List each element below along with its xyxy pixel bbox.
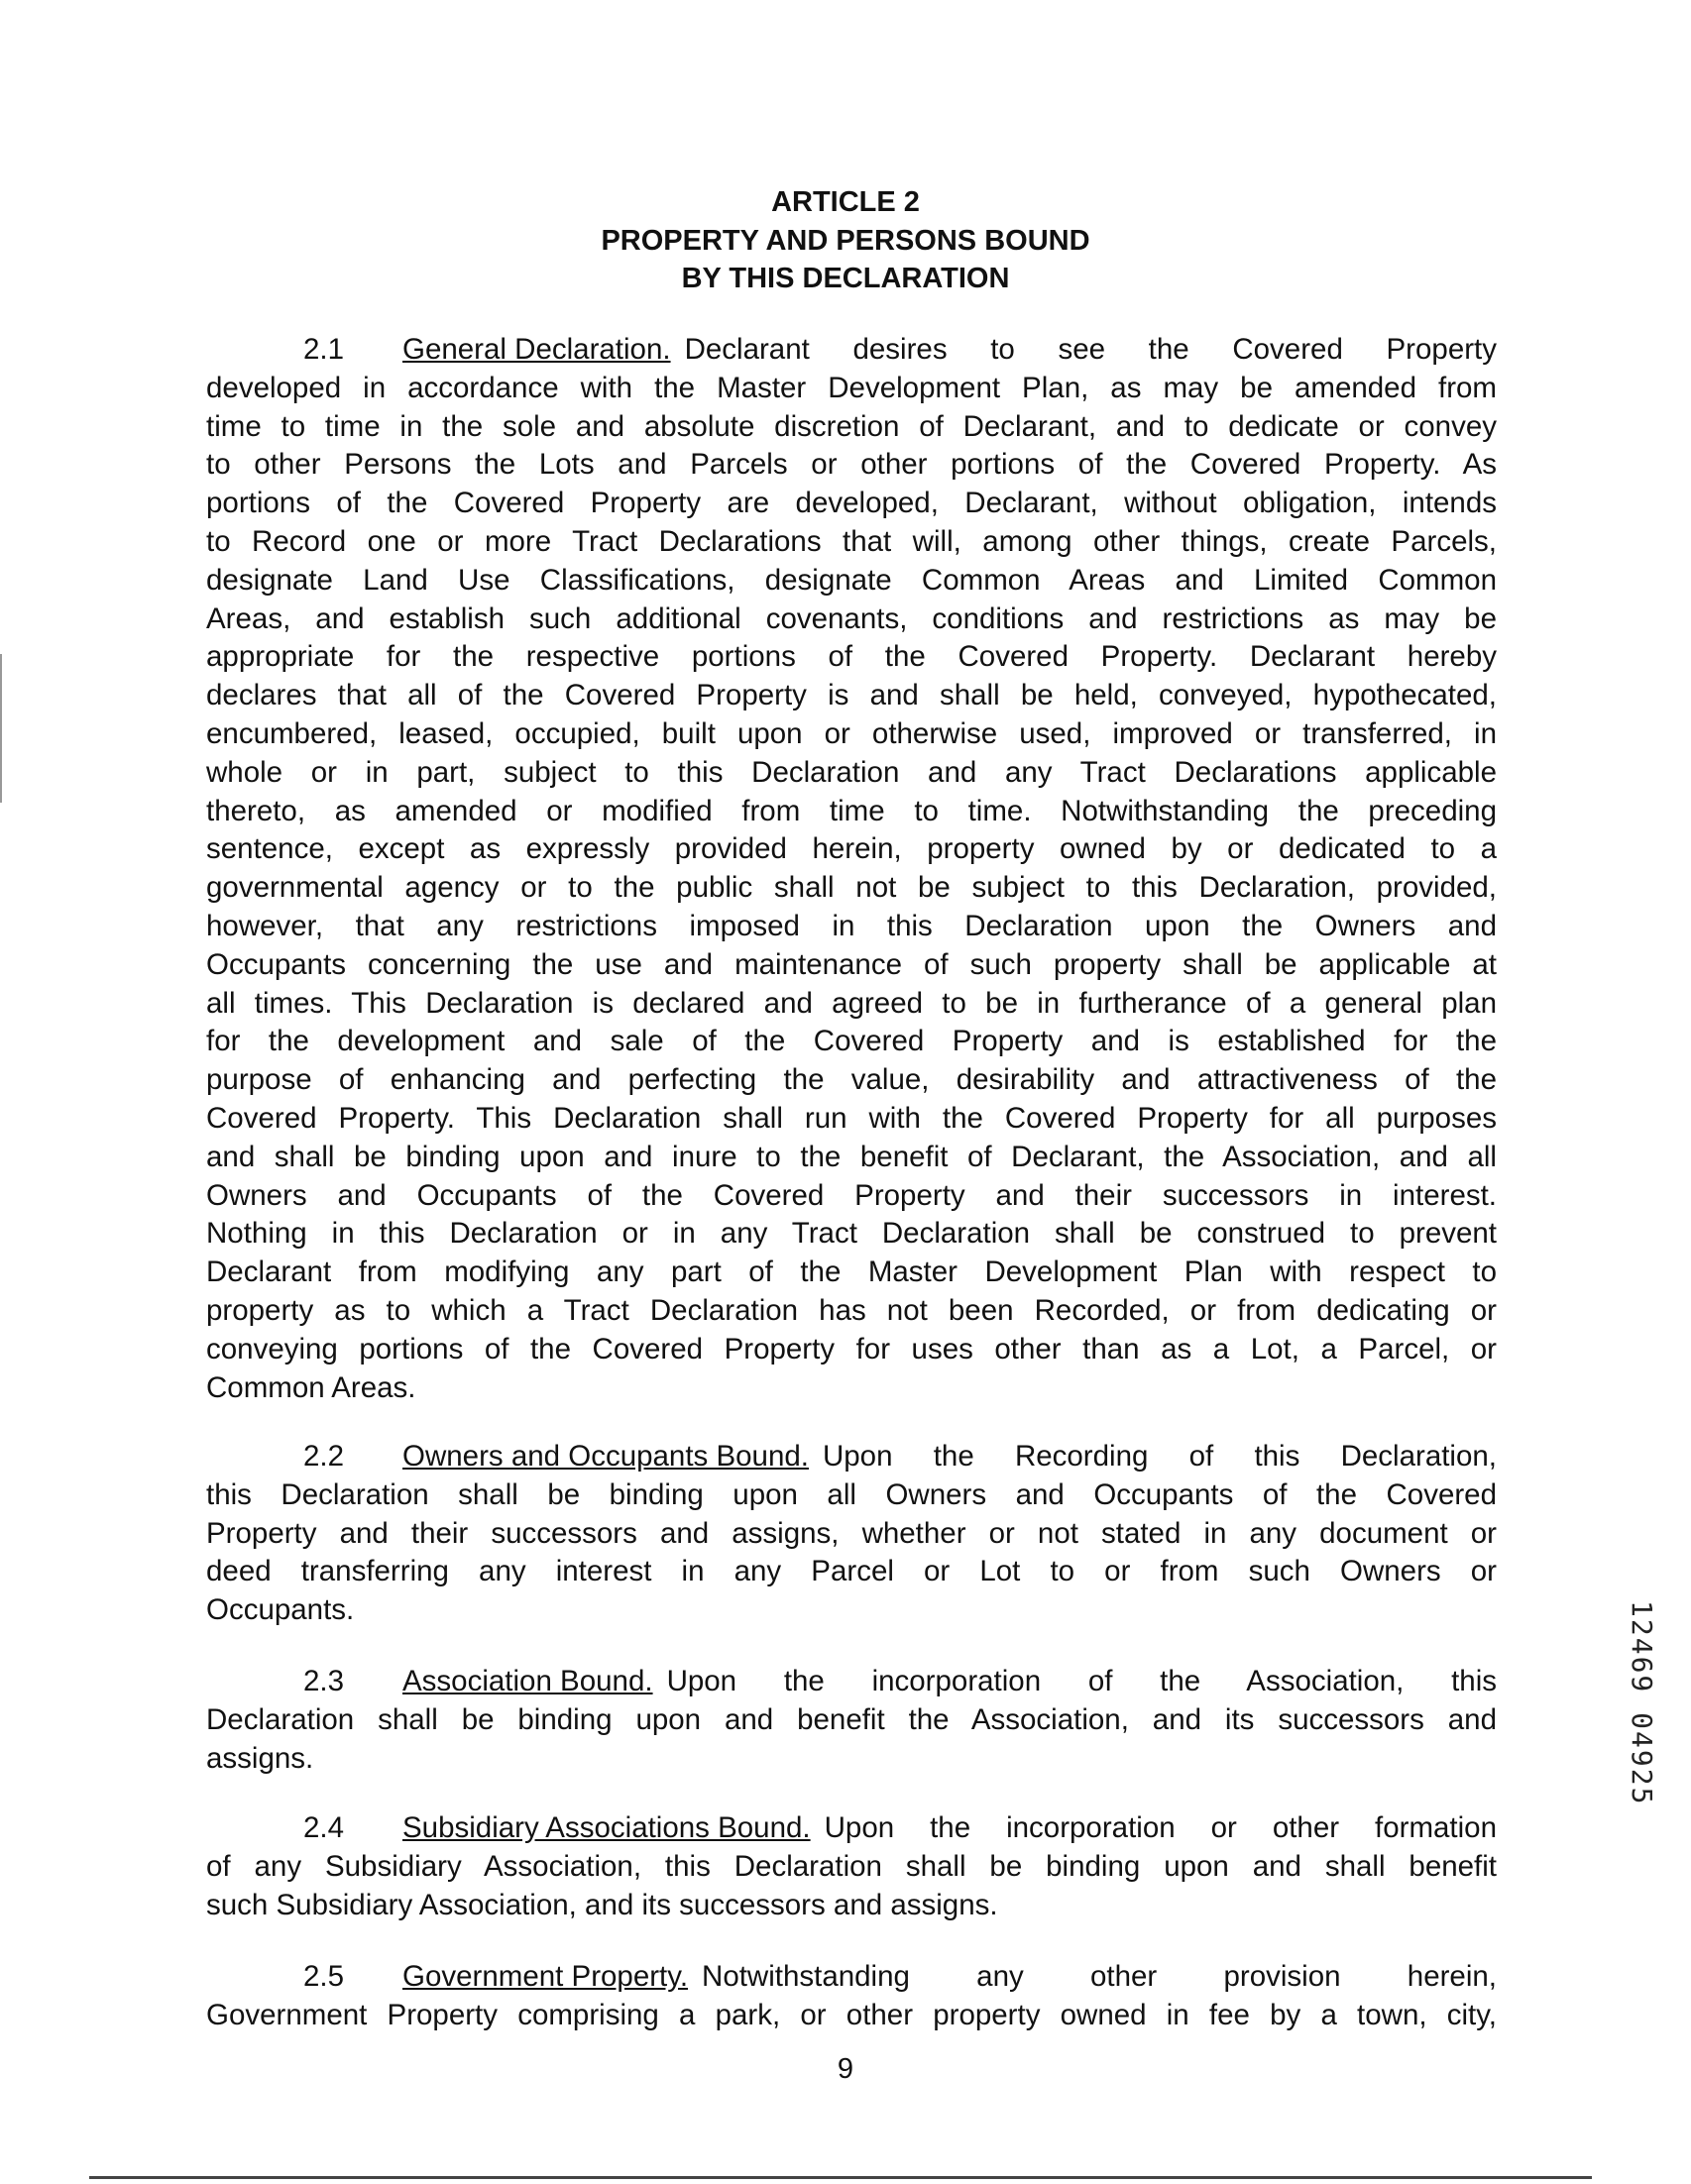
section-text-line: all times. This Declaration is declared and agreed to be in furtherance of a general plan bbox=[206, 986, 1497, 1020]
section-text: Notwithstanding any other provision herein, bbox=[702, 1960, 1497, 1993]
section-text-line: Areas, and establish such additional covenants, conditions and restrictions as may be bbox=[206, 601, 1497, 635]
section-text-line: portions of the Covered Property are developed, Declarant, without obligation, intends bbox=[206, 487, 1497, 520]
section-first-line bbox=[206, 331, 1497, 370]
section-text-line: such Subsidiary Association, and its successors and assigns. bbox=[206, 1888, 998, 1921]
section-number: 2.4 bbox=[303, 1811, 345, 1844]
section-text-line: appropriate for the respective portions of the Covered Property. Declarant hereby bbox=[206, 640, 1497, 674]
section-text-line: however, that any restrictions imposed in this Declaration upon the Owners and bbox=[206, 909, 1497, 942]
article-title-line-1: PROPERTY AND PERSONS BOUND bbox=[601, 224, 1090, 257]
section-text-line: Occupants concerning the use and maintenance of such property shall be applicable at bbox=[206, 947, 1497, 981]
section-text-line: thereto, as amended or modified from time to time. Notwithstanding the preceding bbox=[206, 794, 1497, 827]
section-text-line: assigns. bbox=[206, 1741, 314, 1775]
section-text-line: property as to which a Tract Declaration has not been Recorded, or from dedicating or bbox=[206, 1293, 1497, 1327]
scan-left-edge-mark bbox=[0, 654, 2, 803]
page-number: 9 bbox=[837, 2053, 854, 2085]
section-2-5 bbox=[206, 1958, 1497, 2035]
section-heading: Association Bound. bbox=[402, 1665, 653, 1697]
section-text-line: Nothing in this Declaration or in any Tract Declaration shall be construed to prevent bbox=[206, 1217, 1497, 1251]
section-first-line bbox=[206, 1438, 1497, 1476]
section-text: Declarant desires to see the Covered Property bbox=[684, 333, 1497, 366]
article-number: ARTICLE 2 bbox=[771, 186, 920, 218]
section-text-line: encumbered, leased, occupied, built upon or otherwise used, improved or transferred, in bbox=[206, 716, 1497, 750]
section-text-line: Government Property comprising a park, or other property owned in fee by a town, city, bbox=[206, 1998, 1497, 2031]
section-text-line: Common Areas. bbox=[206, 1370, 416, 1404]
section-text-line: Declarant from modifying any part of the Master Development Plan with respect to bbox=[206, 1256, 1497, 1289]
section-text-line: developed in accordance with the Master Development Plan, as may be amended from bbox=[206, 371, 1497, 404]
section-2-1 bbox=[206, 331, 1497, 1407]
section-heading: Owners and Occupants Bound. bbox=[402, 1440, 809, 1473]
section-heading: Subsidiary Associations Bound. bbox=[402, 1811, 811, 1844]
article-title-line-2: BY THIS DECLARATION bbox=[681, 263, 1010, 294]
section-heading: General Declaration. bbox=[402, 333, 671, 366]
section-2-2 bbox=[206, 1438, 1497, 1630]
section-text-line: this Declaration shall be binding upon all Owners and Occupants of the Covered bbox=[206, 1477, 1497, 1511]
section-text-line: purpose of enhancing and perfecting the value, desirability and attractiveness of the bbox=[206, 1063, 1497, 1097]
section-text-line: of any Subsidiary Association, this Declaration shall be binding upon and shall benefit bbox=[206, 1849, 1497, 1883]
article-heading bbox=[0, 183, 1691, 298]
section-first-line bbox=[206, 1809, 1497, 1848]
section-heading: Government Property. bbox=[402, 1960, 689, 1993]
section-text: Upon the incorporation or other formation bbox=[824, 1811, 1497, 1844]
section-text-line: and shall be binding upon and inure to the benefit of Declarant, the Association, and all bbox=[206, 1140, 1497, 1173]
section-text-line: Occupants. bbox=[206, 1593, 355, 1627]
section-text-line: to Record one or more Tract Declarations that will, among other things, create Parcels, bbox=[206, 524, 1497, 558]
section-number: 2.1 bbox=[303, 333, 345, 366]
section-text-line: to other Persons the Lots and Parcels or other portions of the Covered Property. As bbox=[206, 448, 1497, 482]
section-text: Upon the Recording of this Declaration, bbox=[822, 1440, 1497, 1473]
section-text-line: for the development and sale of the Covered Property and is established for the bbox=[206, 1025, 1497, 1058]
section-text-line: governmental agency or to the public shall not be subject to this Declaration, provided, bbox=[206, 871, 1497, 905]
section-first-line bbox=[206, 1958, 1497, 1997]
section-text-line: whole or in part, subject to this Declaration and any Tract Declarations applicable bbox=[206, 755, 1497, 789]
section-text-line: Declaration shall be binding upon and benefit the Association, and its successors and bbox=[206, 1702, 1497, 1736]
recording-stamp: 12469 04925 bbox=[1626, 1600, 1658, 1806]
section-text-line: Property and their successors and assigns, whether or not stated in any document or bbox=[206, 1516, 1497, 1550]
section-text-line: sentence, except as expressly provided herein, property owned by or dedicated to a bbox=[206, 832, 1497, 866]
section-text-line: time to time in the sole and absolute discretion of Declarant, and to dedicate or convey bbox=[206, 409, 1497, 443]
section-number: 2.2 bbox=[303, 1440, 345, 1473]
section-text: Upon the incorporation of the Association, this bbox=[666, 1665, 1497, 1697]
section-text-line: Covered Property. This Declaration shall run with the Covered Property for all purposes bbox=[206, 1101, 1497, 1135]
section-text-line: deed transferring any interest in any Parcel or Lot to or from such Owners or bbox=[206, 1555, 1497, 1588]
section-2-4 bbox=[206, 1809, 1497, 1924]
section-number: 2.5 bbox=[303, 1960, 345, 1993]
section-text-line: Owners and Occupants of the Covered Property and their successors in interest. bbox=[206, 1178, 1497, 1212]
scan-edge-line bbox=[89, 2176, 1592, 2179]
section-number: 2.3 bbox=[303, 1665, 345, 1697]
section-text-line: declares that all of the Covered Property is and shall be held, conveyed, hypothecated, bbox=[206, 679, 1497, 712]
section-first-line bbox=[206, 1663, 1497, 1701]
section-2-3 bbox=[206, 1663, 1497, 1778]
section-text-line: conveying portions of the Covered Property for uses other than as a Lot, a Parcel, or bbox=[206, 1332, 1497, 1365]
section-text-line: designate Land Use Classifications, designate Common Areas and Limited Common bbox=[206, 563, 1497, 597]
